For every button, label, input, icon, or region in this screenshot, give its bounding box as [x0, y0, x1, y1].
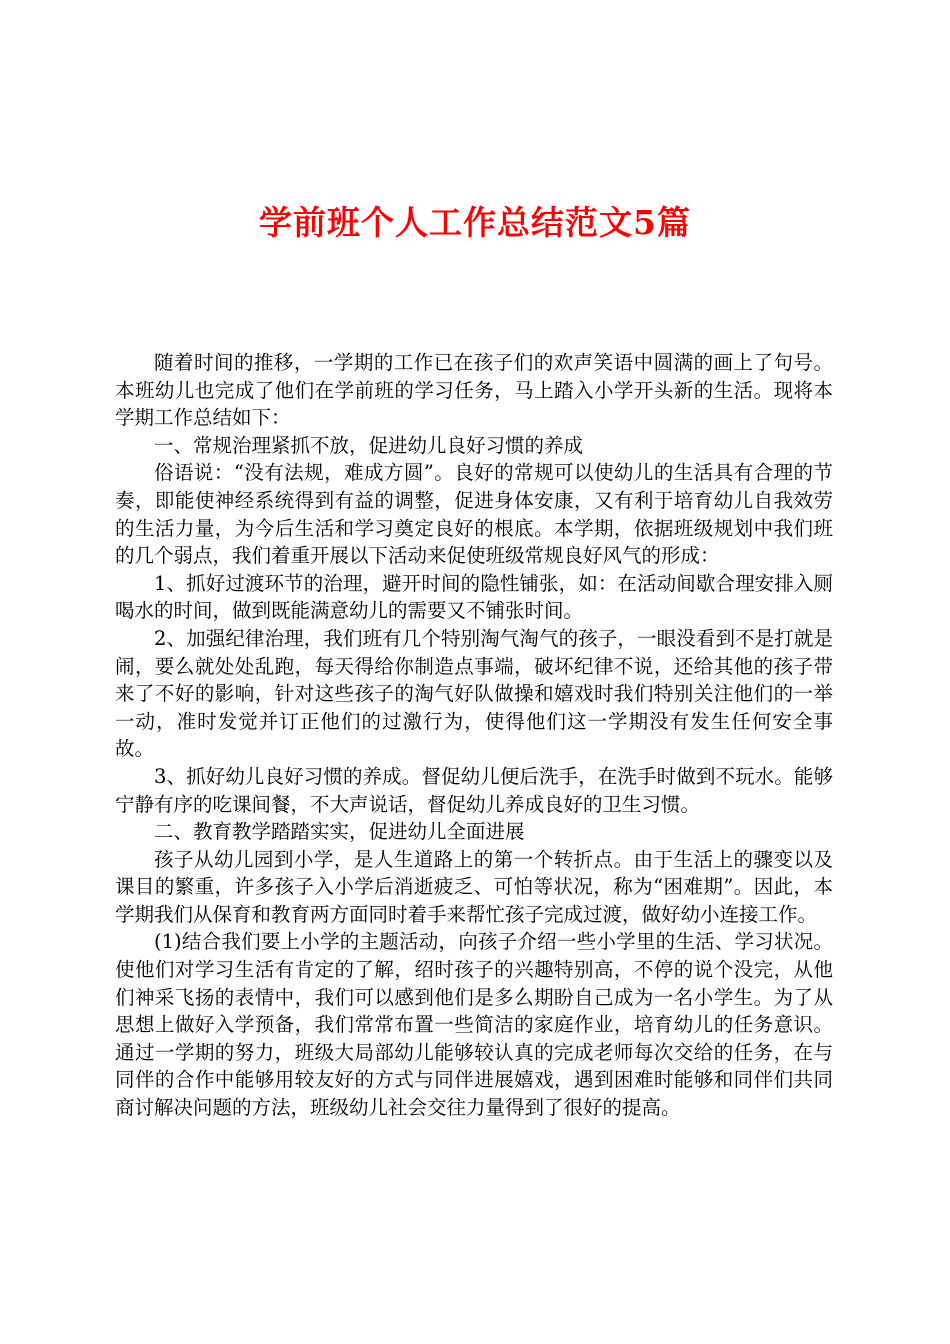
- list-item-3: 3、抓好幼儿良好习惯的养成。督促幼儿便后洗手，在洗手时做到不玩水。能够宁静有序的吃课间餐，不大声说话，督促幼儿养成良好的卫生习惯。: [115, 764, 833, 816]
- section-heading-2: 二、教育教学踏踏实实，促进幼儿全面进展: [154, 820, 525, 844]
- paragraph: 孩子从幼儿园到小学，是人生道路上的第一个转折点。由于生活上的骤变以及课目的繁重，许多孩子入小学后消逝疲乏、可怕等状况，称为“困难期”。因此，本学期我们从保育和教育两方面同时着手来帮忙孩子完成过渡，做好幼小连接工作。: [115, 847, 833, 926]
- list-item-1: 1、抓好过渡环节的治理，避开时间的隐性铺张，如：在活动间歇合理安排入厕喝水的时间，做到既能满意幼儿的需要又不铺张时间。: [115, 571, 833, 623]
- paragraph-intro: 随着时间的推移，一学期的工作已在孩子们的欢声笑语中圆满的画上了句号。本班幼儿也完成了他们在学前班的学习任务，马上踏入小学开头新的生活。现将本学期工作总结如下：: [115, 351, 833, 430]
- list-item-2: 2、加强纪律治理，我们班有几个特别淘气淘气的孩子，一眼没看到不是打就是闹，要么就处处乱跑，每天得给你制造点事端，破坏纪律不说，还给其他的孩子带来了不好的影响，针对这些孩子的淘气好队做操和嬉戏时我们特别关注他们的一举一动，准时发觉并订正他们的过激行为，使得他们这一学期没有发生任何安全事故。: [115, 626, 833, 761]
- document-body: [115, 349, 833, 1122]
- section-heading-1: 一、常规治理紧抓不放，促进幼儿良好习惯的养成: [154, 433, 584, 457]
- paragraph: 俗语说：“没有法规，难成方圆”。良好的常规可以使幼儿的生活具有合理的节奏，即能使神经系统得到有益的调整，促进身体安康，又有利于培育幼儿自我效劳的生活力量，为今后生活和学习奠定良好的根底。本学期，依据班级规划中我们班的几个弱点，我们着重开展以下活动来促使班级常规良好风气的形成：: [115, 461, 833, 568]
- document-title: 学前班个人工作总结范文5篇: [259, 203, 691, 242]
- paragraph: (1)结合我们要上小学的主题活动，向孩子介绍一些小学里的生活、学习状况。使他们对学习生活有肯定的了解，绍时孩子的兴趣特别高，不停的说个没完，从他们神采飞扬的表情中，我们可以感到他们是多么期盼自己成为一名小学生。为了从思想上做好入学预备，我们常常布置一些简洁的家庭作业，培育幼儿的任务意识。通过一学期的努力，班级大局部幼儿能够较认真的完成老师每次交给的任务，在与同伴的合作中能够用较友好的方式与同伴进展嬉戏，遇到困难时能够和同伴们共同商讨解决问题的方法，班级幼儿社会交往力量得到了很好的提高。: [115, 930, 833, 1120]
